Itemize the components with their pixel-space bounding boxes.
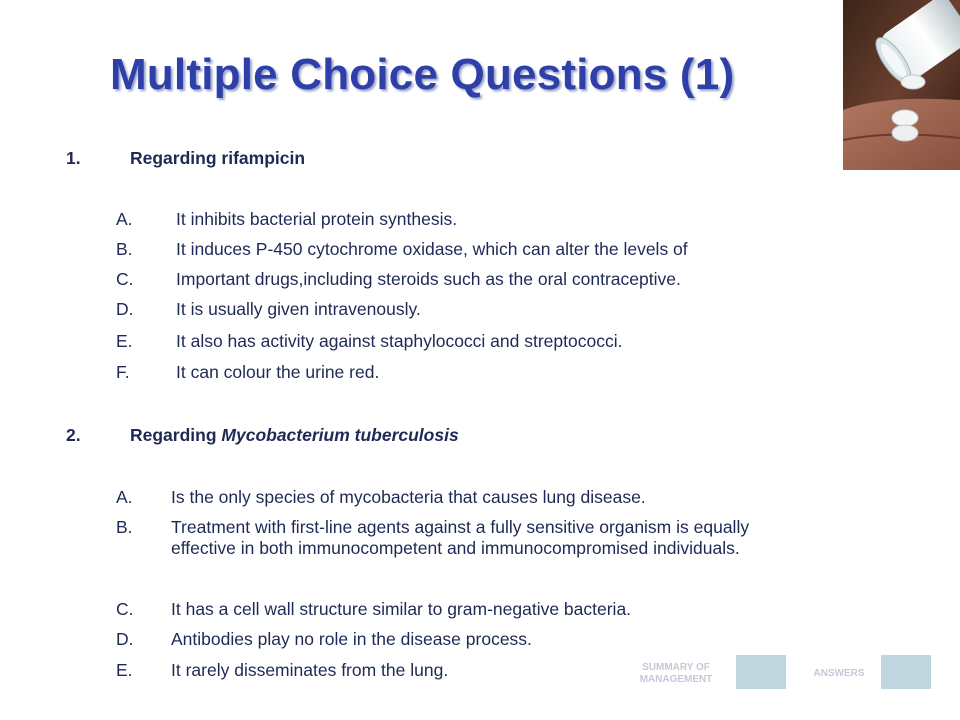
option-2b[interactable] xyxy=(116,517,816,583)
summary-of-management-button[interactable] xyxy=(736,655,786,689)
option-2d[interactable] xyxy=(116,629,816,651)
option-text: It rarely disseminates from the lung. xyxy=(171,660,449,680)
option-text: Antibodies play no role in the disease process. xyxy=(171,629,532,649)
option-1d[interactable] xyxy=(116,299,816,321)
option-2c[interactable] xyxy=(116,599,816,621)
option-text: It inhibits bacterial protein synthesis. xyxy=(176,209,458,229)
answers-link[interactable]: ANSWERS xyxy=(813,668,865,679)
option-text: It also has activity against staphylococci and streptococci. xyxy=(176,331,623,351)
option-letter: C. xyxy=(116,599,134,619)
option-text: Important drugs,including steroids such as the oral contraceptive. xyxy=(176,269,681,289)
option-text: It can colour the urine red. xyxy=(176,362,380,382)
option-letter: C. xyxy=(116,269,134,289)
question-1-stem xyxy=(66,148,305,169)
option-2e[interactable] xyxy=(116,660,636,682)
question-2-stem xyxy=(66,425,459,446)
question-number: 2. xyxy=(66,425,81,445)
option-1f[interactable] xyxy=(116,362,816,384)
option-1e[interactable] xyxy=(116,331,816,353)
option-text: Treatment with first-line agents against a fully sensitive organism is equally effective in both immunocompetent and immunocompromised individuals. xyxy=(171,517,750,558)
question-text-prefix: Regarding xyxy=(130,425,222,445)
option-2a[interactable] xyxy=(116,487,816,509)
option-letter: D. xyxy=(116,629,134,649)
question-number: 1. xyxy=(66,148,81,168)
option-letter: A. xyxy=(116,209,133,229)
option-text: It induces P-450 cytochrome oxidase, which can alter the levels of xyxy=(176,239,688,259)
option-text: Is the only species of mycobacteria that causes lung disease. xyxy=(171,487,646,507)
option-1a[interactable] xyxy=(116,209,816,231)
option-1c[interactable] xyxy=(116,269,816,291)
summary-of-management-link[interactable]: SUMMARY OF MANAGEMENT xyxy=(639,662,713,685)
pill-bottle-photo-icon xyxy=(843,0,960,170)
option-letter: B. xyxy=(116,239,133,259)
slide-title: Multiple Choice Questions (1) xyxy=(110,50,735,99)
option-letter: E. xyxy=(116,660,133,680)
question-text: Regarding rifampicin xyxy=(130,148,306,168)
option-letter: E. xyxy=(116,331,133,351)
option-1b[interactable] xyxy=(116,239,816,261)
option-letter: B. xyxy=(116,517,133,537)
answers-button[interactable] xyxy=(881,655,931,689)
option-text: It is usually given intravenously. xyxy=(176,299,421,319)
organism-name: Mycobacterium tuberculosis xyxy=(221,425,459,445)
option-letter: A. xyxy=(116,487,133,507)
option-letter: F. xyxy=(116,362,130,382)
option-letter: D. xyxy=(116,299,134,319)
option-text: It has a cell wall structure similar to gram-negative bacteria. xyxy=(171,599,632,619)
